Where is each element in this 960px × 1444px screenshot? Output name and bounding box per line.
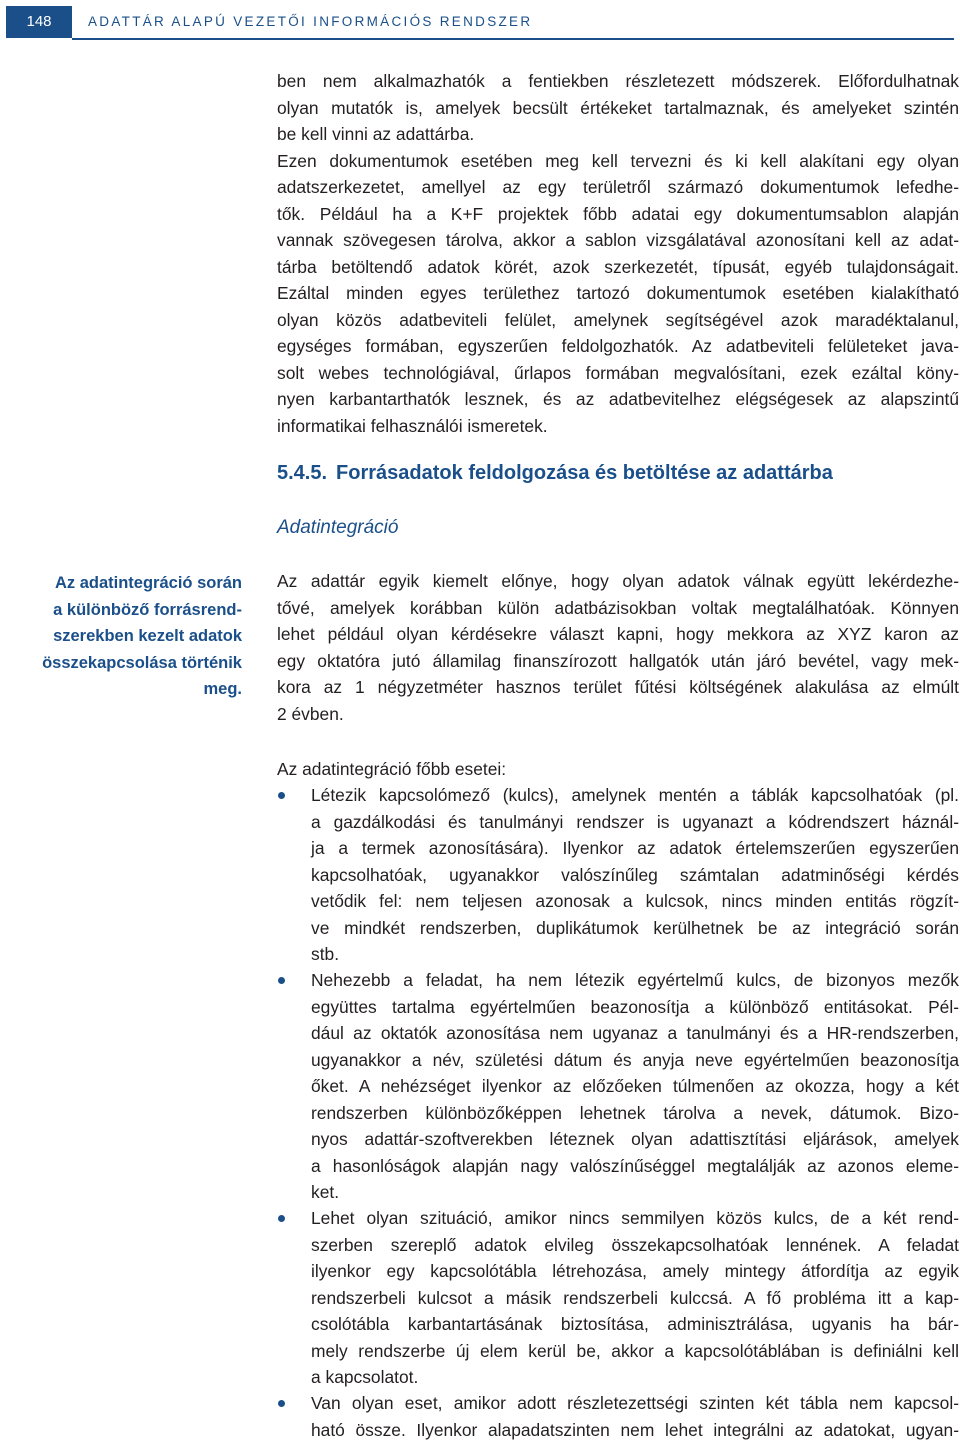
- text-line: kapcsolhatóak, ugyanakkor valószínűleg számtalan adatminőségi kérdés: [311, 864, 959, 885]
- text-line: tők. Például ha a K+F projektek főbb adatai egy dokumentumsablon alapján: [277, 203, 959, 224]
- text-line: a kapcsolatot.: [311, 1367, 419, 1387]
- text-line: őket. A nehézséget ilyenkor az előzőeken túlmenően az okozza, hogy a két: [311, 1076, 959, 1096]
- text-line: ben nem alkalmazhatók a fentiekben részletezett módszerek. Előfordulhatnak: [277, 71, 959, 91]
- text-line: 2 évben.: [277, 703, 344, 724]
- text-line: rendszerbeli kulcsot a másik rendszerbeli kulccsá. A fő probléma itt a kap-: [311, 1287, 959, 1308]
- margin-note: [8, 570, 242, 703]
- text-line: rendszerben különbözőképpen lehetnek tárolva a nevek, dátumok. Bizo-: [311, 1102, 959, 1123]
- text-line: lehet például olyan kérdésekre választ kapni, hogy mekkora az XYZ karon az: [277, 624, 959, 644]
- text-line: ve mindkét rendszerben, duplikátumok kerülhetnek be az integráció során: [311, 917, 959, 938]
- bullet-item: [311, 1205, 959, 1391]
- text-line: Van olyan eset, amikor adott részletezettségi szinten két tábla nem kapcsol-: [311, 1393, 959, 1413]
- integration-paragraph: [277, 568, 959, 727]
- text-line: Nehezebb a feladat, ha nem létezik egyértelmű kulcs, de bizonyos mezők: [311, 970, 959, 990]
- cases-intro: [277, 756, 959, 783]
- text-line: vannak szövegesen tárolva, akkor a sablon vizsgálatával azonosítani kell az adat-: [277, 230, 959, 250]
- intro-paragraph: [277, 68, 959, 439]
- text-line: egy oktatóra jutó államilag finanszírozott hallgatók után járó bevétel, vagy mek-: [277, 650, 959, 671]
- text-line: a gazdálkodási és tanulmányi rendszer is ugyanazt a kódrendszert háznál-: [311, 811, 959, 832]
- header-rule: [72, 38, 954, 40]
- bullet-item: [311, 967, 959, 1206]
- text-line: Ezen dokumentumok esetében meg kell tervezni és ki kell alakítani egy olyan: [277, 150, 959, 171]
- bullet-icon: [278, 1400, 285, 1407]
- subheading: Adatintegráció: [277, 517, 399, 538]
- text-line: olyan közös adatbeviteli felület, amelynek segítségével azok maradéktalanul,: [277, 309, 959, 330]
- text-line: mely rendszerbe új elem kerül be, akkor a kapcsolótáblában is definiálni kell: [311, 1340, 959, 1361]
- text-line: ja a termek azonosítására). Ilyenkor az adatok értelemszerűen egyszerűen: [311, 838, 959, 858]
- text-line: szerben szereplő adatok elvileg összekapcsolhatóak lennének. A feladat: [311, 1234, 959, 1255]
- margin-note-line: a különböző forrásrend-: [53, 600, 242, 619]
- text-line: olyan mutatók is, amelyek becsült értékeket tartalmaznak, és amelyeket szintén: [277, 97, 959, 118]
- text-line: solt webes technológiával, űrlapos formában megvalósítani, ezek ezáltal köny-: [277, 362, 959, 383]
- text-line: kora az 1 négyzetméter hasznos terület fűtési költségének alakulása az elmúlt: [277, 677, 959, 697]
- text-line: ilyenkor egy kapcsolótábla létrehozása, amely mintegy átfordítja az egyik: [311, 1261, 959, 1281]
- text-line: tővé, amelyek korábban külön adatbázisokban voltak megtalálhatóak. Könnyen: [277, 597, 959, 618]
- section-title: Forrásadatok feldolgozása és betöltése az adattárba: [336, 462, 833, 484]
- section-number: 5.4.5.: [277, 462, 328, 484]
- bullet-icon: [278, 1215, 285, 1222]
- text-line: dául az oktatók azonosítása nem ugyanaz a tanulmányi és a HR-rendszerben,: [311, 1023, 959, 1043]
- text-line: nyos adattár-szoftverekben léteznek olyan adattisztítási eljárások, amelyek: [311, 1129, 959, 1149]
- bullet-icon: [278, 977, 285, 984]
- text-line: adatszerkezetet, amellyel az egy területről származó dokumentumok lefedhe-: [277, 177, 959, 197]
- text-line: informatikai felhasználói ismeretek.: [277, 415, 548, 436]
- text-line: ket.: [311, 1182, 340, 1202]
- bullet-item: [311, 1390, 959, 1443]
- text-line: Létezik kapcsolómező (kulcs), amelynek mentén a táblák kapcsolhatóak (pl.: [311, 785, 959, 805]
- margin-note-line: Az adatintegráció során: [54, 574, 242, 592]
- running-title: ADATTÁR ALAPÚ VEZETŐI INFORMÁCIÓS RENDSZER: [88, 14, 533, 29]
- page-header: [0, 0, 960, 44]
- text-line: Ezáltal minden egyes területhez tartozó dokumentumok esetében kialakítható: [277, 283, 959, 303]
- text-line: vetődik fel: nem teljesen azonosak a kulcsok, nincs minden entitás rögzít-: [311, 891, 959, 911]
- text-line: ható össze. Ilyenkor alapadatszinten nem lehet integrálni az adatokat, ugyan-: [311, 1419, 959, 1440]
- bullet-item: [311, 782, 959, 968]
- text-line: együttes tartalma egyértelműen beazonosítja a különböző entitásokat. Pél-: [311, 996, 959, 1017]
- text-line: egységes formában, egyszerűen feldolgozhatók. Az adatbeviteli felületeket java-: [277, 336, 959, 356]
- text-line: csolótábla karbantartásának biztosítása, adminisztrálása, ugyanis ha bár-: [311, 1314, 959, 1334]
- text-line: Az adattár egyik kiemelt előnye, hogy olyan adatok válnak együtt lekérdezhe-: [277, 571, 959, 591]
- margin-note-line: meg.: [203, 680, 242, 699]
- text-line: a hasonlóságok alapján nagy valószínűséggel megtalálják az azonos eleme-: [311, 1155, 959, 1176]
- margin-note-line: szerekben kezelt adatok: [53, 627, 242, 646]
- text-line: tárba betöltendő adatok körét, azok szerkezetét, típusát, egyéb tulajdonságait.: [277, 256, 959, 277]
- bullet-icon: [278, 792, 285, 799]
- page-number: 148: [6, 6, 72, 38]
- margin-note-line: összekapcsolása történik: [42, 653, 242, 672]
- text-line: ugyanakkor a név, születési dátum és anyja neve egyértelműen beazonosítja: [311, 1049, 959, 1070]
- section-heading: [277, 462, 833, 485]
- text-line: stb.: [311, 944, 340, 964]
- text-line: Lehet olyan szituáció, amikor nincs semmilyen közös kulcs, de a két rend-: [311, 1208, 959, 1228]
- text-line: Az adatintegráció főbb esetei:: [277, 759, 507, 779]
- text-line: nyen karbantarthatók lesznek, és az adatbevitelhez elégségesek az alapszintű: [277, 389, 959, 409]
- text-line: be kell vinni az adattárba.: [277, 124, 475, 144]
